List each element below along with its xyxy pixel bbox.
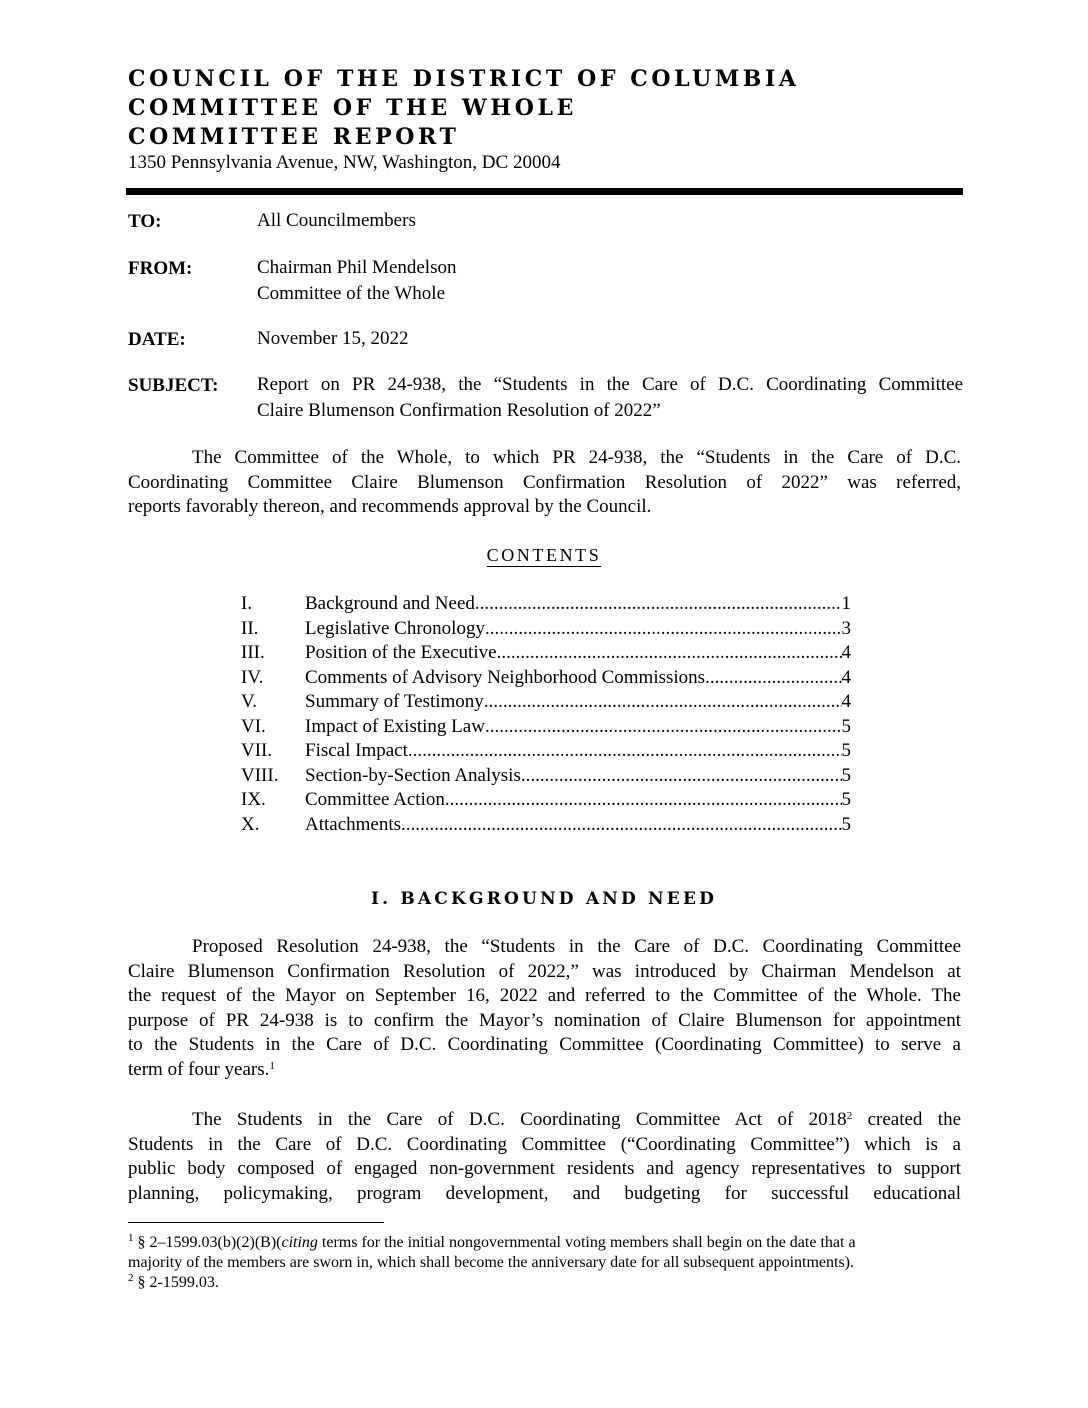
memo-subject-value <box>257 372 963 424</box>
memo-date-value: November 15, 2022 <box>257 328 409 349</box>
footnote-1-continued: majority of the members are sworn in, which shall become the anniversary date for all subsequent appointments). <box>128 1254 855 1271</box>
text-line: term of four years.$^1$ <box>128 1058 275 1080</box>
memo-from-committee: Committee of the Whole <box>257 283 446 304</box>
toc-page: 5 <box>841 813 851 835</box>
toc-item <box>241 788 851 813</box>
background-paragraph-2 <box>128 1108 961 1206</box>
memo-subject-line: Report on PR 24-938, the “Students in the Care of D.C. Coordinating Committee <box>257 374 963 395</box>
text-line: planning, policymaking, program development, and budgeting for successful educational <box>128 1182 961 1204</box>
toc-number: X. <box>241 813 260 835</box>
toc-number: VI. <box>241 715 266 737</box>
toc-page: 4 <box>841 642 851 663</box>
toc-number: IX. <box>241 789 266 810</box>
memo-subject-label: SUBJECT: <box>128 375 219 396</box>
toc-title: Legislative Chronology <box>305 617 485 639</box>
toc-page: 4 <box>841 666 851 688</box>
toc-title: Background and Need <box>305 593 475 614</box>
text-line: Students in the Care of D.C. Coordinating Committee (“Coordinating Committee”) which is a <box>128 1133 961 1155</box>
text-line: Claire Blumenson Confirmation Resolution of 2022,” was introduced by Chairman Mendelson at <box>128 960 961 982</box>
footnote-1: $^1$ § 2–1599.03(b)(2)(B)(citing terms for the initial nongovernmental voting members shall begin on the date that a <box>128 1232 856 1251</box>
toc-number: VII. <box>241 740 273 761</box>
toc-page: 5 <box>841 715 851 737</box>
toc-number: I. <box>241 593 253 614</box>
toc-page: 1 <box>841 593 851 614</box>
text-line: reports favorably thereon, and recommends approval by the Council. <box>128 496 652 518</box>
toc-page: 5 <box>841 740 851 761</box>
toc-title: Impact of Existing Law <box>305 715 485 737</box>
toc-title: Committee Action <box>305 789 445 810</box>
toc-item <box>241 690 851 715</box>
toc-item <box>241 739 851 764</box>
toc-item <box>241 592 851 617</box>
text-line: Coordinating Committee Claire Blumenson Confirmation Resolution of 2022” was referred, <box>128 471 961 493</box>
toc-item <box>241 617 851 642</box>
header-committee: COMMITTEE OF THE WHOLE <box>128 95 577 121</box>
text-line: to the Students in the Care of D.C. Coordinating Committee (Coordinating Committee) to serve a <box>128 1034 961 1056</box>
header-rule <box>126 188 963 195</box>
memo-from-name: Chairman Phil Mendelson <box>257 257 457 278</box>
toc-title: Comments of Advisory Neighborhood Commissions <box>305 666 706 688</box>
section-heading: I. BACKGROUND AND NEED <box>370 889 718 909</box>
intro-paragraph <box>128 446 961 520</box>
toc-item <box>241 715 851 740</box>
header-report-title: COMMITTEE REPORT <box>128 124 460 150</box>
toc-title: Summary of Testimony <box>305 691 484 712</box>
text-line: Proposed Resolution 24-938, the “Students in the Care of D.C. Coordinating Committee <box>192 936 961 957</box>
toc-title: Attachments <box>305 813 402 835</box>
background-paragraph-1 <box>128 935 961 1083</box>
toc-item <box>241 666 851 691</box>
memo-to-label: TO: <box>128 211 162 232</box>
memo-from-value <box>257 255 456 307</box>
toc-number: V. <box>241 691 258 712</box>
toc-title: Fiscal Impact <box>305 740 408 761</box>
toc-page: 5 <box>841 789 851 810</box>
toc-page: 5 <box>841 764 851 786</box>
text-line: the request of the Mayor on September 16, 2022 and referred to the Committee of the Whole. The <box>128 985 961 1007</box>
toc-item <box>241 813 851 838</box>
memo-to-value: All Councilmembers <box>257 210 416 231</box>
text-line: public body composed of engaged non-government residents and agency representatives to support <box>128 1158 961 1180</box>
memo-from-label: FROM: <box>128 258 193 279</box>
header-address: 1350 Pennsylvania Avenue, NW, Washington, DC 20004 <box>128 152 561 173</box>
toc-page: 4 <box>841 691 851 712</box>
toc-number: VIII. <box>241 764 279 786</box>
footnote-ref[interactable]: 2 <box>846 1110 853 1122</box>
text-line: purpose of PR 24-938 is to confirm the Mayor’s nomination of Claire Blumenson for appointment <box>128 1009 961 1031</box>
header-council: COUNCIL OF THE DISTRICT OF COLUMBIA <box>128 66 800 92</box>
contents-title: CONTENTS <box>486 545 602 565</box>
toc-page: 3 <box>841 617 851 639</box>
toc-item <box>241 641 851 666</box>
footnotes <box>128 1233 968 1293</box>
text-line: The Students in the Care of D.C. Coordinating Committee Act of 2018$^2$ created the <box>192 1109 961 1130</box>
toc-title: Position of the Executive <box>305 642 497 663</box>
footnote-divider <box>128 1222 384 1223</box>
toc-item <box>241 764 851 789</box>
footnote-2: $^2$ § 2-1599.03. <box>128 1272 219 1291</box>
table-of-contents <box>241 592 851 837</box>
toc-number: III. <box>241 642 265 663</box>
toc-title: Section-by-Section Analysis <box>305 764 521 786</box>
memo-subject-line: Claire Blumenson Confirmation Resolution of 2022” <box>257 400 661 421</box>
text-line: The Committee of the Whole, to which PR 24-938, the “Students in the Care of D.C. <box>192 447 961 468</box>
memo-date-label: DATE: <box>128 329 186 350</box>
toc-number: II. <box>241 617 259 639</box>
footnote-ref[interactable]: 1 <box>269 1059 275 1072</box>
toc-number: IV. <box>241 666 264 688</box>
